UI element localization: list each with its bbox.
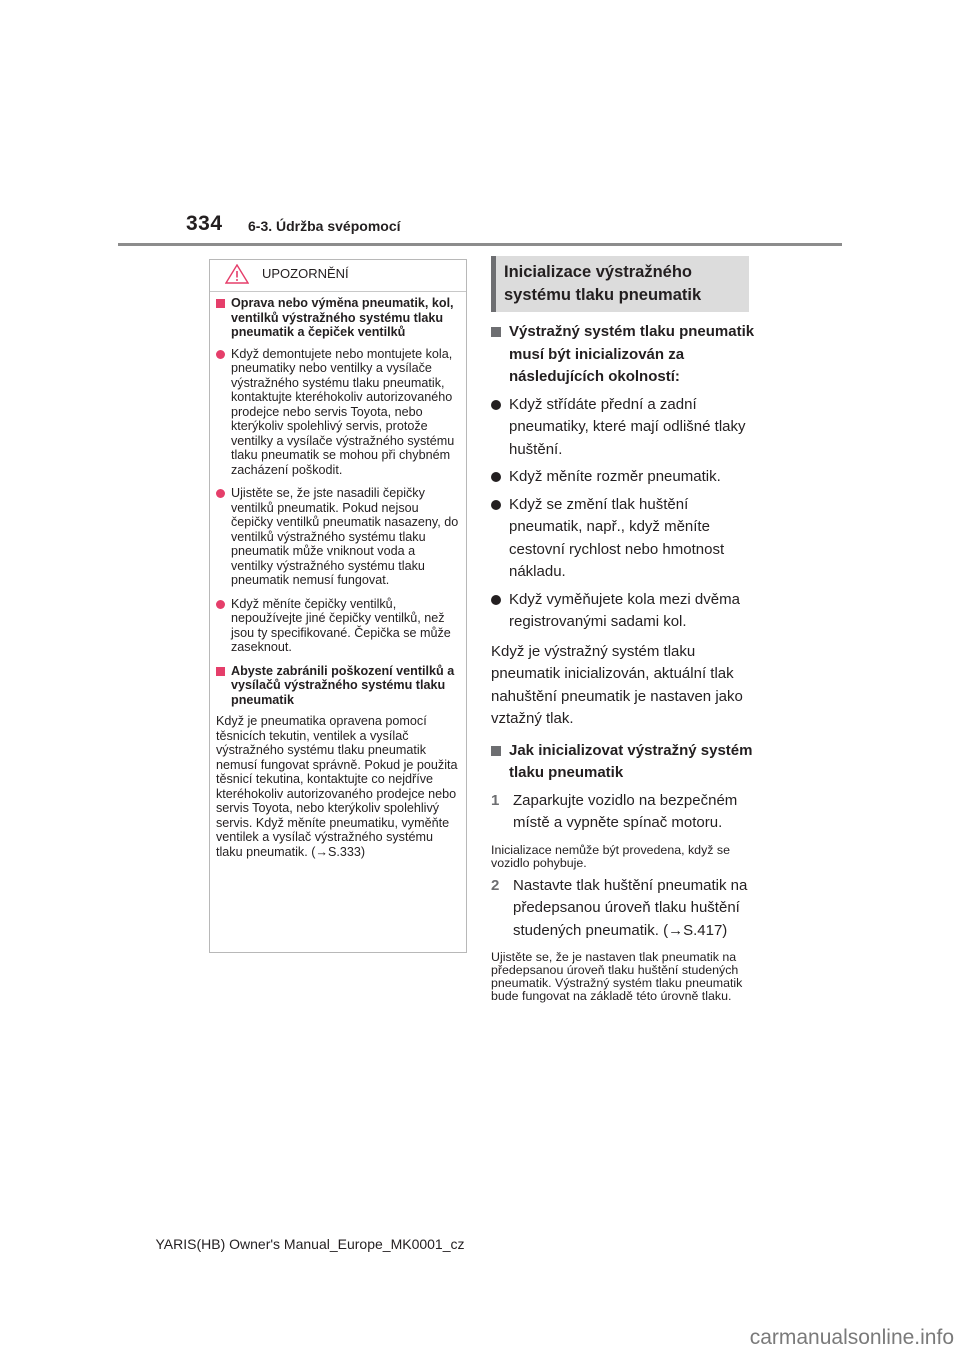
right-bullet [491, 394, 759, 462]
warning-bullet-text: Ujistěte se, že jste nasadili čepičky ventilků pneumatik. Pokud nejsou čepičky ventilků pneumatik nasazeny, do ventilků výstražného systému tlaku pneumatik může vniknout voda a ventilky výstražného systému tlaku pneumatik nemusí fungovat. [231, 486, 459, 587]
step-text: Nastavte tlak huštění pneumatik na předepsanou úroveň tlaku huštění studených pneumatik. (→S.417) [513, 876, 748, 939]
warning-header [210, 260, 466, 287]
header-rule [118, 243, 842, 246]
right-bullet [491, 589, 759, 634]
warning-header-rule [210, 291, 466, 292]
right-column [491, 256, 759, 1003]
warning-heading-text: Oprava nebo výměna pneumatik, kol, ventilků výstražného systému tlaku pneumatik a čepiček ventilků [231, 296, 454, 339]
step-1 [491, 790, 759, 835]
round-bullet-icon [491, 400, 501, 410]
right-bullet-text: Když střídáte přední a zadní pneumatiky, které mají odlišné tlaky huštění. [509, 395, 746, 458]
banner-bar [491, 256, 496, 312]
right-bullet-text: Když měníte rozměr pneumatik. [509, 468, 721, 485]
round-bullet-icon [216, 350, 225, 359]
square-bullet-icon [491, 746, 501, 756]
round-bullet-icon [491, 500, 501, 510]
warning-bullet [216, 347, 460, 478]
section-banner [491, 256, 749, 312]
right-bullet [491, 494, 759, 584]
warning-heading-text: Abyste zabránili poškození ventilků a vysílačů výstražného systému tlaku pneumatik [231, 663, 455, 707]
step-number: 2 [491, 876, 500, 894]
step-number: 1 [491, 791, 500, 809]
right-bullet-text: Když vyměňujete kola mezi dvěma registrovanými sadami kol. [509, 590, 740, 630]
warning-heading [216, 664, 460, 708]
page-footer: YARIS(HB) Owner's Manual_Europe_MK0001_cz [155, 1236, 465, 1252]
right-heading-text: Jak inicializovat výstražný systém tlaku pneumatik [509, 741, 753, 781]
right-heading [491, 321, 759, 389]
step-text: Zaparkujte vozidlo na bezpečném místě a vypněte spínač motoru. [513, 791, 738, 831]
warning-bullet-text: Když demontujete nebo montujete kola, pneumatiky nebo ventilky a vysílače výstražného systému tlaku pneumatik, kontaktujte kteréhokoliv autorizovaného prodejce nebo servis Toyota, nebo kterýkoliv spolehlivý servis, protože ventilky a vysílače výstražného systému tlaku pneumatik se mohou při chybném zacházení poškodit. [231, 346, 455, 477]
banner-title: Inicializace výstražného systému tlaku pneumatik [504, 263, 702, 304]
step-2 [491, 875, 759, 943]
square-bullet-icon [216, 299, 225, 308]
watermark: carmanualsonline.info [749, 1326, 954, 1349]
right-bullet-text: Když se změní tlak huštění pneumatik, např., když měníte cestovní rychlost nebo hmotnost nákladu. [509, 495, 725, 580]
warning-body [216, 296, 460, 865]
step-note: Inicializace nemůže být provedena, když se vozidlo pohybuje. [491, 842, 730, 870]
step-note: Ujistěte se, že je nastaven tlak pneumatik na předepsanou úroveň tlaku huštění studených pneumatik. Výstražný systém tlaku pneumatik bude fungovat na základě této úrovně tlaku. [491, 950, 743, 1003]
warning-bullet [216, 597, 460, 655]
round-bullet-icon [491, 595, 501, 605]
right-heading [491, 740, 759, 785]
section-title: 6-3. Údržba svépomocí [248, 218, 401, 234]
warning-paragraph: Když je pneumatika opravena pomocí těsnicích tekutin, ventilek a vysílač výstražného systému tlaku pneumatik nemusí fungovat správně. Pokud je použita těsnicí tekutina, kontaktujte co nejdříve kteréhokoliv autorizovaného prodejce nebo servis Toyota, nebo kterýkoliv spolehlivý servis. Když měníte pneumatiku, vyměňte ventilek a vysílač výstražného systému tlaku pneumatik. (→S.333) [216, 714, 458, 859]
warning-bullet-text: Když měníte čepičky ventilků, nepoužívejte jiné čepičky ventilků, než jsou ty specifikované. Čepička se může zaseknout. [231, 596, 451, 654]
warning-bullet [216, 486, 460, 588]
round-bullet-icon [216, 600, 225, 609]
square-bullet-icon [491, 327, 501, 337]
warning-heading [216, 296, 460, 340]
round-bullet-icon [491, 472, 501, 482]
warning-title: UPOZORNĚNÍ [262, 266, 349, 281]
right-heading-text: Výstražný systém tlaku pneumatik musí být inicializován za následujících okolností: [509, 323, 755, 385]
round-bullet-icon [216, 489, 225, 498]
warning-box [209, 259, 467, 953]
square-bullet-icon [216, 667, 225, 676]
page-number: 334 [186, 212, 223, 235]
right-paragraph: Když je výstražný systém tlaku pneumatik inicializován, aktuální tlak nahuštění pneumatik je nastaven jako vztažný tlak. [491, 642, 743, 727]
right-bullet [491, 466, 759, 489]
warning-triangle-icon [225, 264, 249, 284]
